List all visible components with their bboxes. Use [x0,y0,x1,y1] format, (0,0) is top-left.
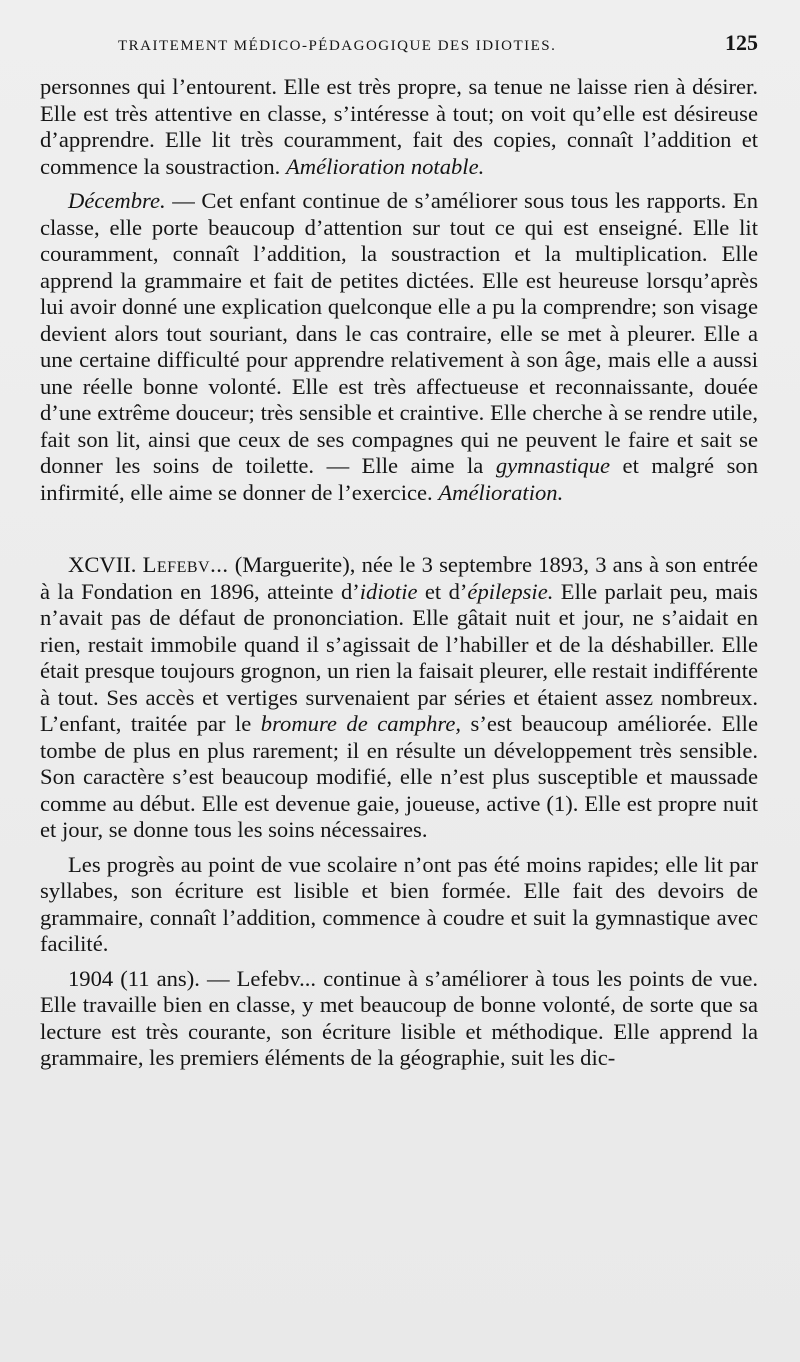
running-head: TRAITEMENT MÉDICO-PÉDAGOGIQUE DES IDIOTIES. [118,38,557,54]
paragraph-continuation: personnes qui l’entourent. Elle est très propre, sa tenue ne laisse rien à désirer. Elle est très attentive en classe, s’intéresse à tout; on voit qu’elle est désireuse d’apprendre. Elle lit très couramment, fait des copies, connaît l’addition et commence la soustraction. Amélioration notable. [40,74,758,179]
paragraph-decembre: Décembre. — Cet enfant continue de s’améliorer sous tous les rapports. En classe, elle porte beaucoup d’attention sur tout ce qui est enseigné. Elle lit couramment, connaît l’addition, la soustraction et la multiplication. Elle apprend la grammaire et fait de petites dictées. Elle est heureuse lorsqu’après lui avoir donné une explication quelconque elle a pu la comprendre; son visage devient alors tout souriant, dans le cas contraire, elle se met à pleurer. Elle a une certaine difficulté pour apprendre relativement à son âge, mais elle a aussi une réelle bonne volonté. Elle est très affectueuse et reconnaissante, douée d’une extrême douceur; très sensible et craintive. Elle cherche à se rendre utile, fait son lit, ainsi que ceux de ses compagnes qui ne peuvent le faire et sait se donner les soins de toilette. — Elle aime la gymnastique et malgré son infirmité, elle aime se donner de l’exercice. Amélioration. [40,188,758,505]
page-number: 125 [725,30,758,55]
paragraph-1904: 1904 (11 ans). — Lefebv... continue à s’améliorer à tous les points de vue. Elle travaille bien en classe, y met beaucoup de bonne volonté, de sorte que sa lecture est très courante, son écriture lisible et méthodique. Elle apprend la grammaire, les premiers éléments de la géographie, suit les dic- [40,965,758,1070]
paragraph-case-xcvii: XCVII. Lefebv... (Marguerite), née le 3 septembre 1893, 3 ans à son entrée à la Fondation en 1896, atteinte d’idiotie et d’épilepsie. Elle parlait peu, mais n’avait pas de défaut de prononciation. Elle gâtait nuit et jour, ne s’aidait en rien, restait immobile quand il s’agissait de l’habiller et de la déshabiller. Elle était presque toujours grognon, un rien la faisait pleurer, elle restait indifférente à tout. Ses accès et vertiges survenaient par séries et étaient assez nombreux. L’enfant, traitée par le bromure de camphre, s’est beaucoup améliorée. Elle tombe de plus en plus rarement; il en résulte un développement très sensible. Son caractère s’est beaucoup modifié, elle n’est plus susceptible et maussade comme au début. Elle est devenue gaie, joueuse, active (1). Elle est propre nuit et jour, se donne tous les soins nécessaires. [40,552,758,842]
page-header [40,30,758,74]
paragraph-progres-scolaires: Les progrès au point de vue scolaire n’ont pas été moins rapides; elle lit par syllabes, son écriture est lisible et bien formée. Elle fait des devoirs de grammaire, connaît l’addition, commence à coudre et suit la gymnastique avec facilité. [40,851,758,956]
